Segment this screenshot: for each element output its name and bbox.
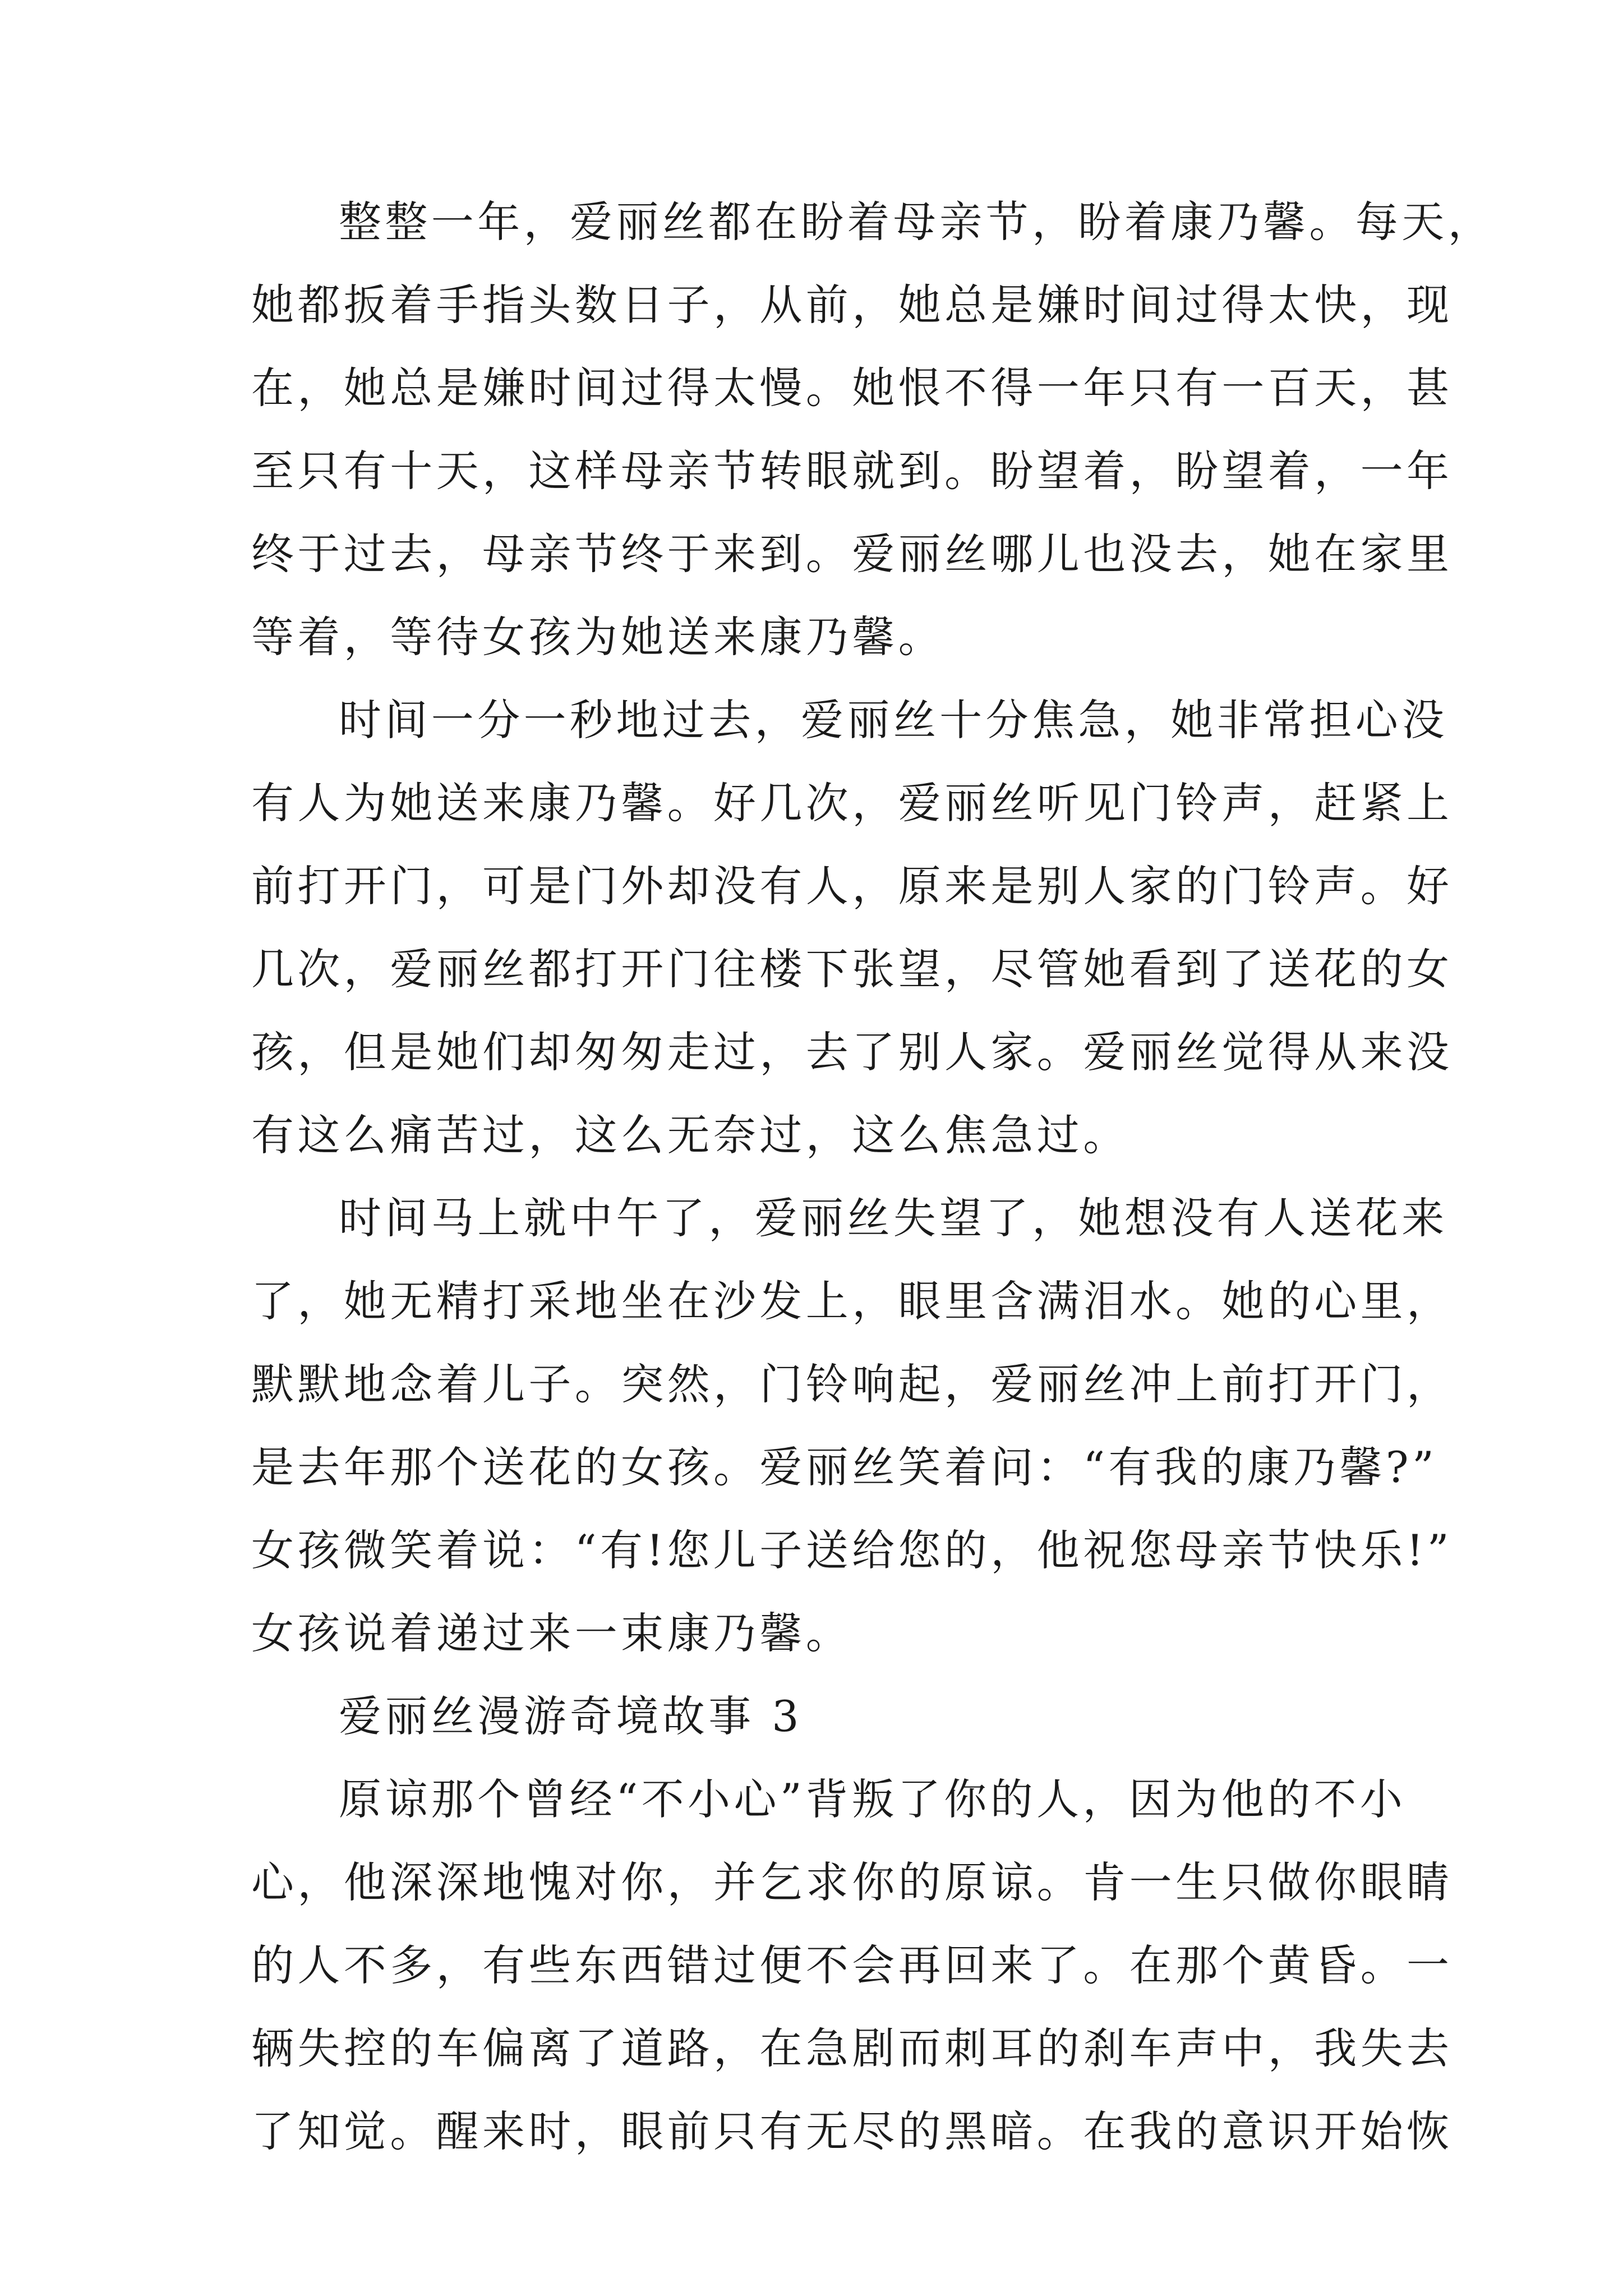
paragraph-2-line-4: 几次，爱丽丝都打开门往楼下张望，尽管她看到了送花的女 [251,944,1453,994]
paragraph-3-line-1: 时间马上就中午了，爱丽丝失望了，她想没有人送花来 [339,1193,1448,1243]
paragraph-3-line-5: 女孩微笑着说：“有!您儿子送给您的，他祝您母亲节快乐!” [251,1525,1453,1575]
paragraph-4-line-2: 心，他深深地愧对你，并乞求你的原谅。肯一生只做你眼睛 [251,1857,1453,1907]
paragraph-1-line-5: 终于过去，母亲节终于来到。爱丽丝哪儿也没去，她在家里 [251,529,1453,579]
paragraph-4-line-3: 的人不多，有些东西错过便不会再回来了。在那个黄昏。一 [251,1940,1453,1990]
paragraph-1-line-2: 她都扳着手指头数日子，从前，她总是嫌时间过得太快，现 [251,280,1453,330]
paragraph-3-line-3: 默默地念着儿子。突然，门铃响起，爱丽丝冲上前打开门， [251,1359,1453,1409]
paragraph-2-line-6: 有这么痛苦过，这么无奈过，这么焦急过。 [251,1110,1129,1160]
paragraph-3-line-2: 了，她无精打采地坐在沙发上，眼里含满泪水。她的心里， [251,1276,1453,1326]
paragraph-1-line-3: 在，她总是嫌时间过得太慢。她恨不得一年只有一百天，甚 [251,363,1453,413]
paragraph-2-line-2: 有人为她送来康乃馨。好几次，爱丽丝听见门铃声，赶紧上 [251,778,1453,828]
paragraph-3-line-6: 女孩说着递过来一束康乃馨。 [251,1608,852,1658]
paragraph-1-line-4: 至只有十天，这样母亲节转眼就到。盼望着，盼望着，一年 [251,446,1453,496]
paragraph-1-line-6: 等着，等待女孩为她送来康乃馨。 [251,612,944,662]
section-heading: 爱丽丝漫游奇境故事 3 [339,1691,803,1741]
paragraph-2-line-3: 前打开门，可是门外却没有人，原来是别人家的门铃声。好 [251,861,1453,911]
paragraph-2-line-1: 时间一分一秒地过去，爱丽丝十分焦急，她非常担心没 [339,695,1448,745]
paragraph-2-line-5: 孩，但是她们却匆匆走过，去了别人家。爱丽丝觉得从来没 [251,1027,1453,1077]
paragraph-4-line-5: 了知觉。醒来时，眼前只有无尽的黑暗。在我的意识开始恢 [251,2106,1453,2156]
paragraph-1-line-1: 整整一年，爱丽丝都在盼着母亲节，盼着康乃馨。每天， [339,197,1494,247]
paragraph-3-line-4: 是去年那个送花的女孩。爱丽丝笑着问：“有我的康乃馨?” [251,1442,1438,1492]
paragraph-4-line-4: 辆失控的车偏离了道路，在急剧而刺耳的刹车声中，我失去 [251,2023,1453,2073]
paragraph-4-line-1: 原谅那个曾经“不小心”背叛了你的人，因为他的不小 [339,1774,1407,1824]
